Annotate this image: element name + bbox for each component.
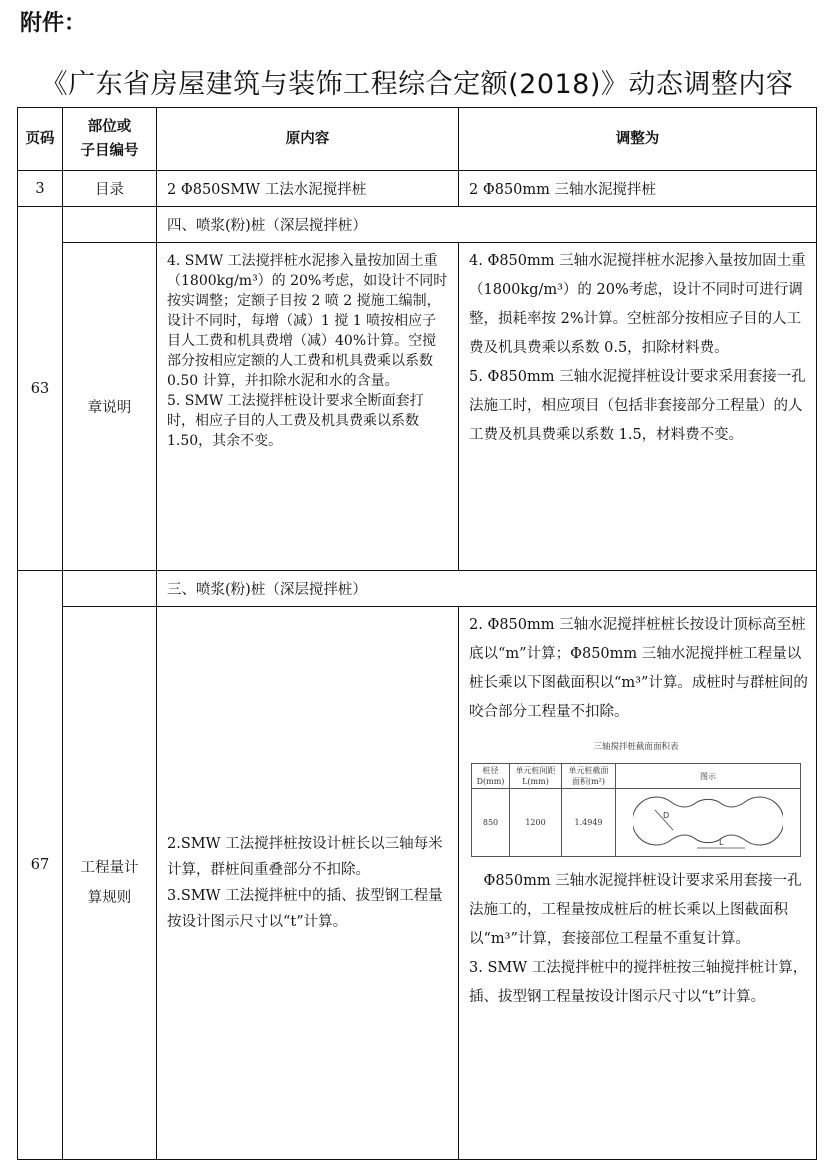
original-63	[157, 243, 459, 571]
toc-part: 目录	[63, 171, 157, 207]
toc-original: 2 Φ850SMW 工法水泥搅拌桩	[157, 171, 459, 207]
header-part-line2: 子目编号	[80, 143, 139, 159]
three-axis-pile-section-diagram	[633, 790, 783, 852]
adjusted-63	[459, 243, 817, 571]
original-67	[157, 607, 459, 1160]
header-page: 页码	[18, 108, 63, 171]
header-original: 原内容	[157, 108, 459, 171]
diameter-label: D	[663, 811, 670, 820]
pile-area-figure-cell	[616, 789, 801, 857]
table-row-63-body	[18, 243, 817, 571]
pile-area-header-row	[472, 764, 801, 789]
pile-area-table-caption: 三轴搅拌桩截面面积表	[593, 742, 679, 752]
part-67	[63, 607, 157, 1160]
pile-area-grid	[471, 763, 801, 857]
pile-area-h-fig: 图示	[616, 764, 801, 789]
pile-area-dia: 850	[472, 789, 510, 857]
toc-adjusted: 2 Φ850mm 三轴水泥搅拌桩	[459, 171, 817, 207]
pile-area-h-dia-unit: D(mm)	[476, 777, 505, 786]
original-67-para-3: 3.SMW 工法搅拌桩中的插、拔型钢工程量按设计图示尺寸以“t”计算。	[167, 888, 443, 930]
pile-area-data-row	[472, 789, 801, 857]
pile-area-h-area-text: 单元桩截面	[568, 766, 609, 775]
adjustment-table	[17, 107, 817, 1160]
spacing-label: L	[719, 838, 724, 847]
pile-area-h-dia	[472, 764, 510, 789]
pile-outline	[633, 797, 783, 845]
part-67-line1: 工程量计	[80, 860, 139, 876]
empty-cell	[63, 207, 157, 243]
pile-area-h-area	[562, 764, 616, 789]
table-row-67-section	[18, 571, 817, 607]
pile-area-h-spacing-text: 单元桩间距	[515, 766, 556, 775]
section-67: 三、喷浆(粉)桩（深层搅拌桩）	[157, 571, 817, 607]
toc-page: 3	[18, 171, 63, 207]
attachment-label: 附件：	[20, 11, 87, 36]
original-67-para-2: 2.SMW 工法搅拌桩按设计桩长以三轴每米计算，群桩间重叠部分不扣除。	[167, 836, 443, 878]
header-part	[63, 108, 157, 171]
adjusted-63-para-4: 4. Φ850mm 三轴水泥搅拌桩水泥掺入量按加固土重（1800kg/m³）的 20%考虑，设计不同时可进行调整，损耗率按 2%计算。空桩部分按相应子目的人工费及机具费乘以系数 0.5，扣除材料费。	[469, 253, 806, 356]
adjusted-67-para-3: 3. SMW 工法搅拌桩中的搅拌桩按三轴搅拌桩计算，插、拔型钢工程量按设计图示尺寸以“t”计算。	[469, 960, 808, 1005]
part-63: 章说明	[63, 243, 157, 571]
part-67-line2: 算规则	[87, 890, 132, 906]
header-row	[18, 108, 817, 171]
adjusted-63-para-5: 5. Φ850mm 三轴水泥搅拌桩设计要求采用套接一孔法施工时，相应项目（包括非套接部分工程量）的人工费及机具费乘以系数 1.5，材料费不变。	[469, 369, 806, 443]
header-part-line1: 部位或	[87, 119, 132, 135]
pile-area-h-spacing-unit: L(mm)	[522, 777, 549, 786]
pile-area-spacing: 1200	[510, 789, 562, 857]
adjusted-67	[459, 607, 817, 1160]
empty-cell	[63, 571, 157, 607]
pile-area-h-spacing	[510, 764, 562, 789]
document-title: 《广东省房屋建筑与装饰工程综合定额(2018)》动态调整内容	[40, 69, 794, 100]
table-row-toc	[18, 171, 817, 207]
section-63: 四、喷浆(粉)桩（深层搅拌桩）	[157, 207, 817, 243]
original-63-para-4: 4. SMW 工法搅拌桩水泥掺入量按加固土重（1800kg/m³）的 20%考虑，如设计不同时按实调整；定额子目按 2 喷 2 搅施工编制，设计不同时，每增（减）1 搅 1 喷按相应子目人工费和机具费增（减）40%计算。空搅部分按相应定额的人工费和机具费乘以系数 0.50 计算，并扣除水泥和水的含量。	[167, 253, 448, 389]
pile-area-h-dia-text: 桩径	[482, 766, 499, 775]
pile-area-area: 1.4949	[562, 789, 616, 857]
pile-area-table	[471, 733, 801, 857]
table-row-63-section	[18, 207, 817, 243]
pile-area-h-area-unit: 面积(m²)	[571, 777, 606, 786]
adjusted-67-para-socket: Φ850mm 三轴水泥搅拌桩设计要求采用套接一孔法施工的，工程量按成桩后的桩长乘以上图截面积以“m³”计算，套接部位工程量不重复计算。	[469, 873, 802, 947]
adjusted-67-para-2: 2. Φ850mm 三轴水泥搅拌桩桩长按设计顶标高至桩底以“m”计算；Φ850mm 三轴水泥搅拌桩工程量以桩长乘以下图截面积以“m³”计算。成桩时与群桩间的咬合部分工程量不扣除。	[469, 617, 808, 720]
original-63-para-5: 5. SMW 工法搅拌桩设计要求全断面套打时，相应子目的人工费及机具费乘以系数 1.50，其余不变。	[167, 393, 424, 449]
header-adjusted: 调整为	[459, 108, 817, 171]
page-63: 63	[18, 207, 63, 571]
table-row-67-body	[18, 607, 817, 1160]
page-67: 67	[18, 571, 63, 1160]
